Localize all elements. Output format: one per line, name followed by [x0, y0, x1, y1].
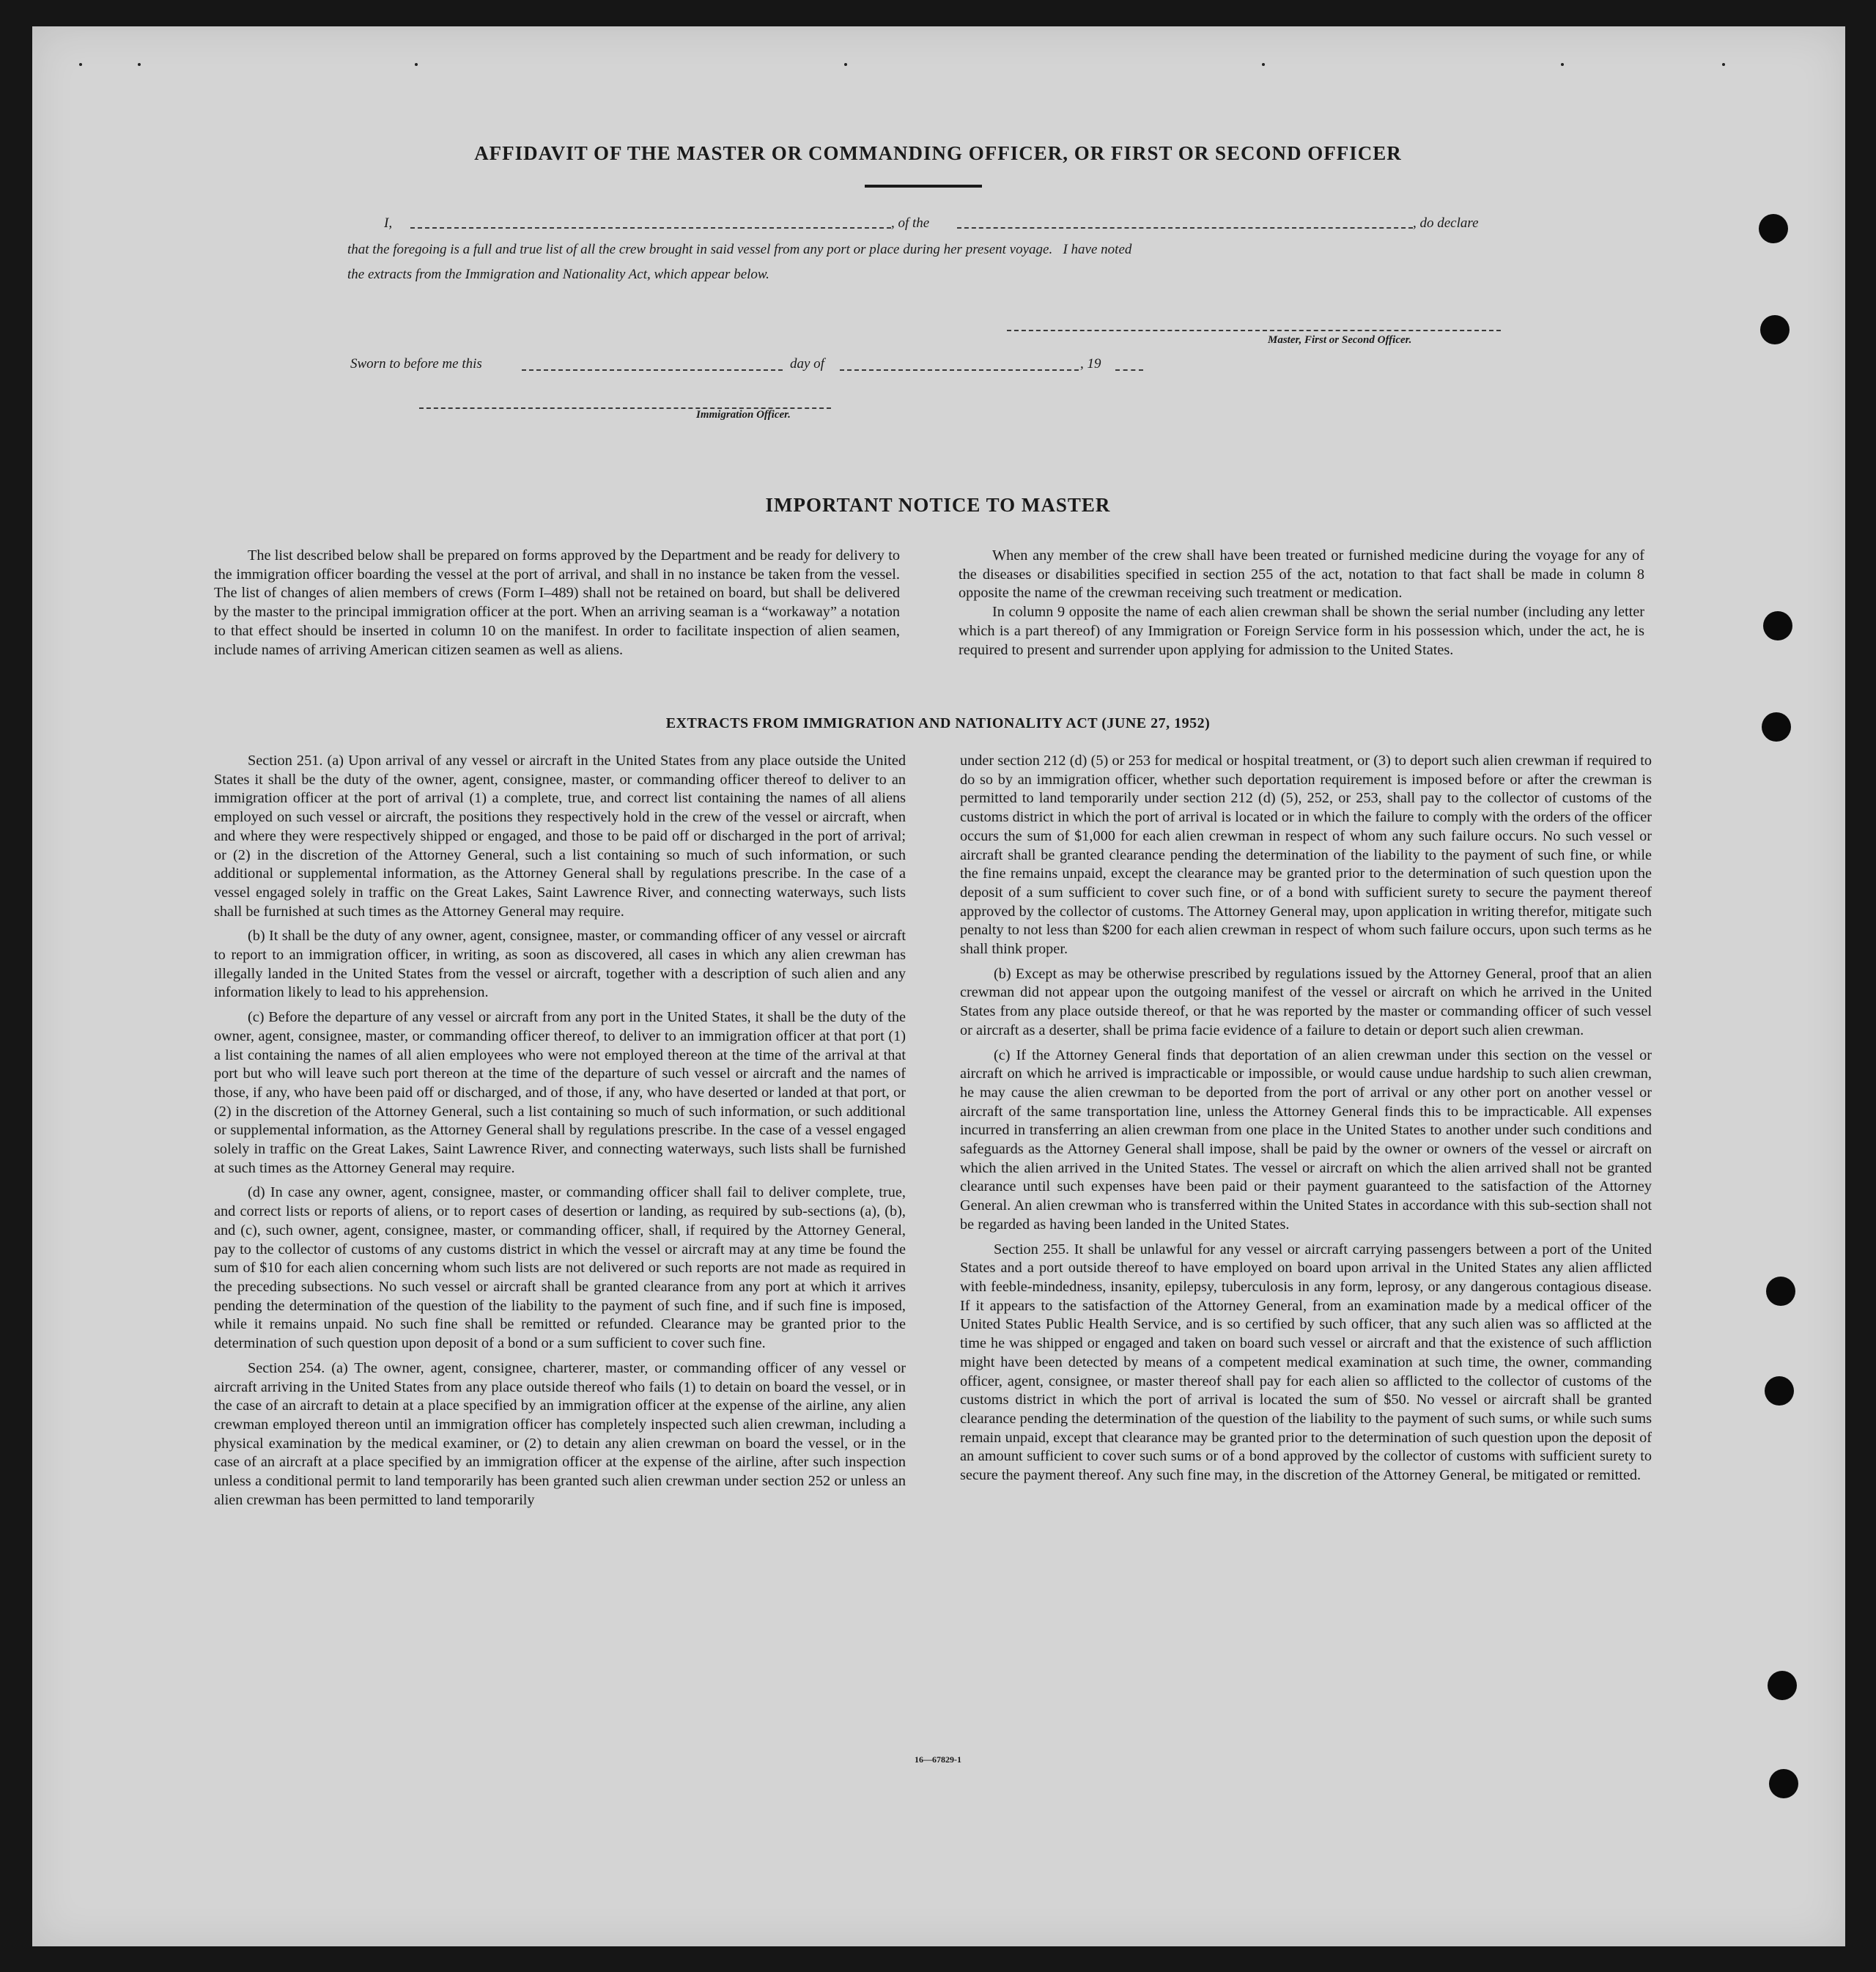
- scan-speck: [1722, 63, 1725, 66]
- affidavit-statement-line: that the foregoing is a full and true list of all the crew brought in said vessel from any port or place during her present voyage. I have noted: [347, 242, 1132, 257]
- scan-speck: [138, 63, 141, 66]
- declarant-name-field[interactable]: [410, 227, 891, 229]
- act-section-paragraph: Section 254. (a) The owner, agent, consignee, charterer, master, or commanding officer of any vessel or aircraft arriving in the United States from any place outside thereof who fails (1) to detain on board the vessel, or in the case of an aircraft to detain at a place specified by an immigration officer at the expense of the airline, any alien crewman employed thereon until an immigration officer has completely inspected such alien crewman, including a physical examination by the medical examiner, or (2) to detain any alien crewman on board the vessel, or in the case of an aircraft at a place specified by an immigration officer at the expense of the airline, after such inspection unless a conditional permit to land temporarily has been granted such alien crewman under section 252 or unless an alien crewman has been permitted to land temporarily: [214, 1359, 906, 1508]
- punch-hole: [1759, 214, 1788, 243]
- affidavit-declare-label: , do declare: [1413, 215, 1479, 231]
- act-section-paragraph: (b) It shall be the duty of any owner, agent, consignee, master, or commanding officer of any vessel or aircraft to report to an immigration officer, in writing, as soon as discovered, all cases in which any alien crewman has illegally landed in the United States from the vessel or aircraft, together with a description of such alien and any information likely to lead to his apprehension.: [214, 928, 906, 1001]
- sworn-month-field[interactable]: [840, 369, 1079, 371]
- punch-hole: [1769, 1769, 1798, 1798]
- notice-paragraph: In column 9 opposite the name of each alien crewman shall be shown the serial number (including any letter which is a part thereof) of any Immigration or Foreign Service form in his possession which, under the act, he is required to present and surrender upon applying for admission to the United States.: [959, 604, 1644, 658]
- scan-speck: [1561, 63, 1564, 66]
- act-section-paragraph: (d) In case any owner, agent, consignee, master, or commanding officer shall fail to deliver complete, true, and correct lists or reports of aliens, or to report cases of desertion or landing, as required by sub-sections (a), (b), and (c), such owner, agent, consignee, master, or commanding officer, shall, if required by the Attorney General, pay to the collector of customs of any customs district in which the vessel or aircraft may at any time be found the sum of $10 for each alien concerning whom such lists are not delivered or such reports are not made as required in the preceding subsections. No such vessel or aircraft shall be granted clearance from any port at which it arrives pending the determination of the question of the liability to the payment of such fine, and if such fine is imposed, while it remains unpaid. No such fine shall be remitted or refunded. Clearance may be granted prior to the determination of such question upon deposit of a bond or a sum sufficient to cover such fine.: [214, 1184, 906, 1352]
- extracts-title: EXTRACTS FROM IMMIGRATION AND NATIONALITY ACT (JUNE 27, 1952): [665, 715, 1211, 731]
- affidavit-of-the-label: , of the: [891, 215, 930, 231]
- form-code: 16—67829-1: [915, 1754, 961, 1765]
- act-section-paragraph: Section 255. It shall be unlawful for any vessel or aircraft carrying passengers between a port of the United States and a port outside thereof to have employed on board upon arrival in the United States any alien afflicted with feeble-mindedness, insanity, epilepsy, tuberculosis in any form, leprosy, or any dangerous contagious disease. If it appears to the satisfaction of the Attorney General, from an examination made by a medical officer of the United States Public Health Service, and is so certified by such officer, that any such alien was so afflicted at the time he was shipped or engaged and taken on board such vessel or aircraft and that the existence of such affliction might have been detected by means of a competent medical examination at such time, the owner, commanding officer, agent, consignee, or master thereof shall pay for each alien so afflicted to the collector of customs of the customs district in which the port of arrival is located the sum of $50. No vessel or aircraft shall be granted clearance pending the determination of the question of the liability to the payment of such sums, or while such sums remain unpaid, except that clearance may be granted prior to the determination of such question upon the deposit of an amount sufficient to cover such sums or of a bond approved by the collector of customs with sufficient surety to secure the payment thereof. Any such fine may, in the discretion of the Attorney General, be mitigated or remitted.: [960, 1241, 1652, 1484]
- vessel-name-field[interactable]: [957, 227, 1413, 229]
- affidavit-i-label: I,: [384, 215, 393, 231]
- notice-right-column: [959, 547, 1644, 660]
- punch-hole: [1763, 611, 1792, 640]
- act-section-paragraph: (c) If the Attorney General finds that deportation of an alien crewman under this section on the vessel or aircraft on which he arrived is impracticable or impossible, or would cause undue hardship to such alien crewman, he may cause the alien crewman to be deported from the port of arrival or any other port on another vessel or aircraft of the same transportation line, unless the Attorney General finds this to be impracticable. All expenses incurred in transferring an alien crewman from one place in the United States to another under such conditions and safeguards as the Attorney General shall impose, shall be paid by the owner or owners of the vessel or aircraft on which the alien arrived in the United States. The vessel or aircraft on which the alien arrived shall not be granted clearance until such expenses have been paid or their payment guaranteed to the satisfaction of the Attorney General. An alien crewman who is transferred within the United States in accordance with this sub-section shall not be regarded as having been landed in the United States.: [960, 1046, 1652, 1233]
- notice-left-column: [214, 547, 900, 660]
- extracts-left-column: [214, 752, 906, 1515]
- master-signature-caption: Master, First or Second Officer.: [1268, 334, 1412, 346]
- sworn-label: Sworn to before me this: [350, 356, 482, 372]
- master-signature-line[interactable]: [1007, 330, 1501, 331]
- punch-hole: [1760, 315, 1790, 344]
- scan-speck: [415, 63, 418, 66]
- act-section-paragraph: Section 251. (a) Upon arrival of any vessel or aircraft in the United States from any place outside the United States it shall be the duty of the owner, agent, consignee, master, or commanding officer thereof to deliver to an immigration officer at the port of arrival (1) a complete, true, and correct list containing the names of all aliens employed on such vessel or aircraft, the positions they respectively hold in the crew of the vessel or aircraft, when and where they were respectively shipped or engaged, and those to be paid off or discharged in the port of arrival; or (2) in the discretion of the Attorney General, such a list containing so much of such information, or such additional or supplemental information, as the Attorney General shall by regulations prescribe. In the case of a vessel engaged solely in traffic on the Great Lakes, Saint Lawrence River, and connecting waterways, such lists shall be furnished at such times as the Attorney General may require.: [214, 753, 906, 920]
- punch-hole: [1768, 1671, 1797, 1700]
- immigration-officer-caption: Immigration Officer.: [696, 409, 791, 421]
- affidavit-title: AFFIDAVIT OF THE MASTER OR COMMANDING OFFICER, OR FIRST OR SECOND OFFICER: [474, 142, 1402, 164]
- affidavit-statement-line: the extracts from the Immigration and Nationality Act, which appear below.: [347, 267, 769, 282]
- year-label: , 19: [1080, 356, 1101, 372]
- sworn-day-field[interactable]: [522, 369, 783, 371]
- punch-hole: [1765, 1376, 1794, 1406]
- title-divider: [865, 185, 982, 188]
- day-of-label: day of: [790, 356, 824, 372]
- scan-speck: [79, 63, 82, 66]
- scan-speck: [844, 63, 847, 66]
- scan-speck: [1262, 63, 1265, 66]
- punch-hole: [1766, 1277, 1795, 1306]
- act-section-paragraph: (b) Except as may be otherwise prescribed by regulations issued by the Attorney General, proof that an alien crewman did not appear upon the outgoing manifest of the vessel or aircraft on which he arrived in the United States from any place outside thereof, or that he was reported by the master or commanding officer of such vessel or aircraft as a deserter, shall be prima facie evidence of a failure to detain or deport such alien crewman.: [960, 965, 1652, 1038]
- act-section-paragraph: under section 212 (d) (5) or 253 for medical or hospital treatment, or (3) to deport such alien crewman if required to do so by an immigration officer, whether such deportation requirement is imposed before or after the crewman is permitted to land temporarily under section 212 (d) (5), 252, or 253, shall pay to the collector of customs of the customs district in which the port of arrival is located or in which the failure to comply with the orders of the officer occurs the sum of $1,000 for each alien crewman in respect of whom any such failure occurs. No such vessel or aircraft shall be granted clearance pending the determination of the liability to the payment of such fine, or while the fine remains unpaid, except the clearance may be granted prior to the determination of such question upon the deposit of a sum sufficient to cover such fine, or of a bond with sufficient surety to secure the payment thereof approved by the collector of customs. The Attorney General may, upon application in writing therefor, mitigate such penalty to not less than $200 for each alien crewman in respect of whom such failure occurs, upon such terms as he shall think proper.: [960, 753, 1652, 958]
- act-section-paragraph: (c) Before the departure of any vessel or aircraft from any port in the United States, it shall be the duty of the owner, agent, consignee, master, or commanding officer thereof, to deliver to an immigration officer at that port (1) a list containing the names of all alien employees who were not employed thereon at the time of the arrival at that port but who will leave such port thereon at the time of the departure of such vessel or aircraft and the names of those, if any, who have been paid off or discharged, and of those, if any, who have deserted or landed at that port, or (2) in the discretion of the Attorney General, such a list containing so much of such information, or such additional or supplemental information, as the Attorney General shall by regulations prescribe. In the case of a vessel engaged solely in traffic on the Great Lakes, Saint Lawrence River, and connecting waterways, such lists shall be furnished at such times as the Attorney General may require.: [214, 1009, 906, 1176]
- notice-paragraph: The list described below shall be prepared on forms approved by the Department and be ready for delivery to the immigration officer boarding the vessel at the port of arrival, and shall in no instance be taken from the vessel. The list of changes of alien members of crews (Form I–489) shall not be retained on board, but shall be delivered by the master to the principal immigration officer at the port. When an arriving seaman is a “workaway” a notation to that effect should be inserted in column 10 on the manifest. In order to facilitate inspection of alien seamen, include names of arriving American citizen seamen as well as aliens.: [214, 547, 900, 658]
- extracts-right-column: [960, 752, 1652, 1491]
- notice-paragraph: When any member of the crew shall have been treated or furnished medicine during the voyage for any of the diseases or disabilities specified in section 255 of the act, notation to that fact shall be made in column 8 opposite the name of the crewman receiving such treatment or medication.: [959, 547, 1644, 602]
- notice-title: IMPORTANT NOTICE TO MASTER: [765, 494, 1111, 516]
- sworn-year-field[interactable]: [1115, 369, 1143, 371]
